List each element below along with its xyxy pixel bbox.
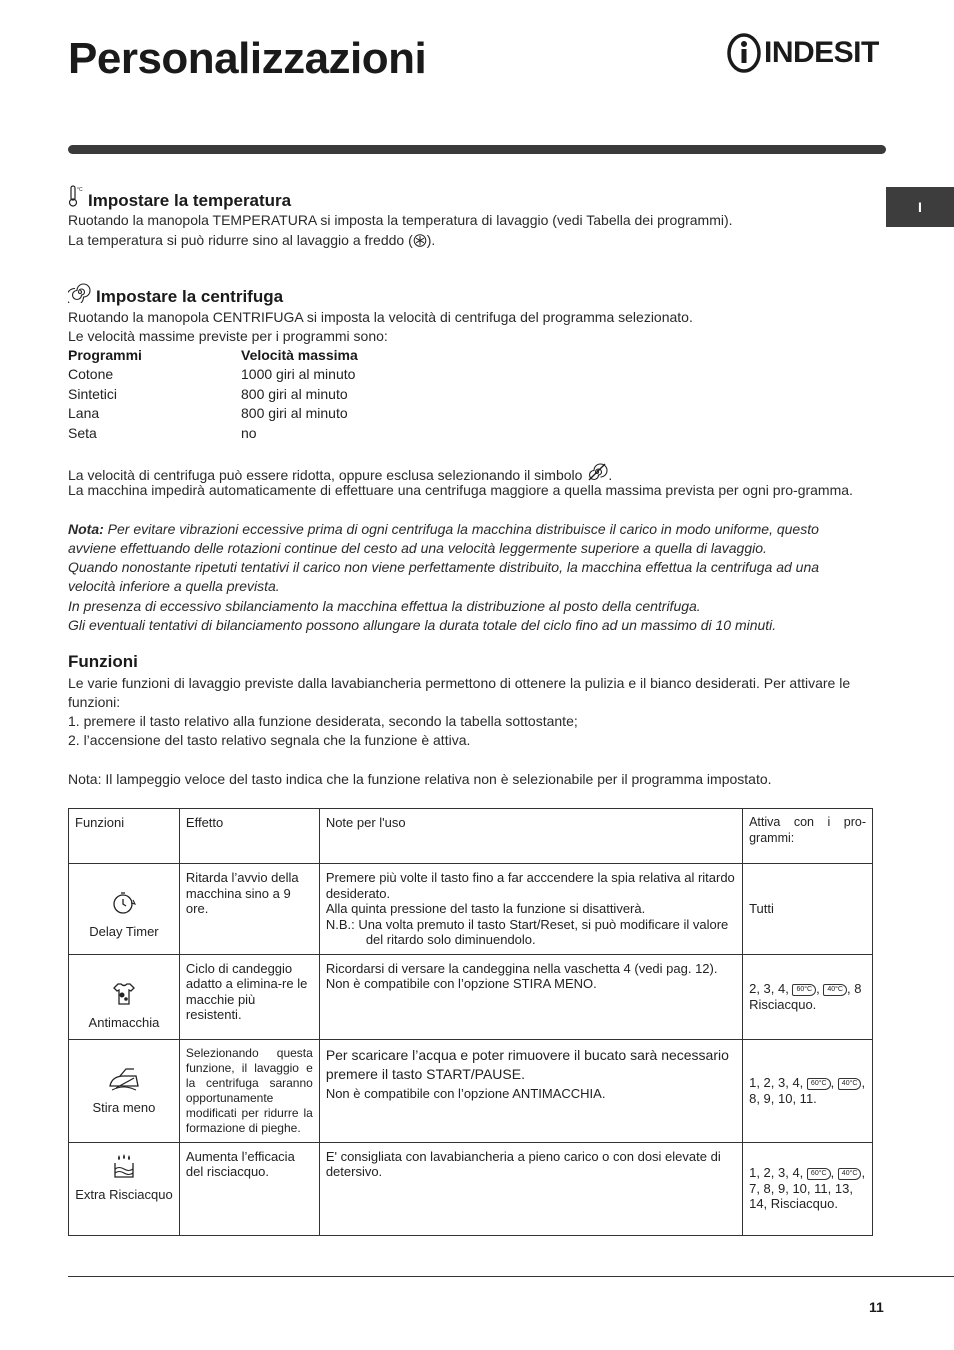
function-notes: E' consigliata con lavabiancheria a pieno carico o con dosi elevate di detersivo.	[319, 1142, 742, 1235]
svg-text:°C: °C	[77, 187, 83, 193]
table-row	[69, 864, 873, 955]
functions-table-header: Funzioni Effetto Note per l'uso Attiva con i pro-grammi:	[69, 809, 873, 864]
function-notes: Premere più volte il tasto fino a far acccendere la spia relativa al ritardo desiderato. Alla quinta pressione del tasto la funzione si disattiverà. N.B.: Una volta premuto il tasto Start/Reset, si può modificare il valore del ritardo solo diminuendolo.	[319, 864, 742, 955]
program-40-icon: 40°C	[823, 984, 847, 996]
speed-table-row: Seta no	[68, 424, 257, 441]
table-row	[69, 1142, 873, 1235]
page-number: 11	[869, 1299, 884, 1315]
easy-iron-icon	[106, 1064, 142, 1094]
brand-name: INDESIT	[764, 36, 879, 69]
speed-table-row: Lana 800 giri al minuto	[68, 405, 348, 422]
language-tab: I	[886, 187, 954, 227]
function-programs: Tutti	[743, 864, 873, 955]
program-40-icon: 40°C	[838, 1078, 862, 1090]
function-notes: Per scaricare l’acqua e poter rimuovere il bucato sarà necessario premere il tasto START/PAUSE. Non è compatibile con l’opzione ANTIMACCHIA.	[319, 1039, 742, 1142]
speed-table-row: Sintetici 800 giri al minuto	[68, 385, 348, 402]
functions-table	[68, 808, 873, 1236]
no-spin-icon	[586, 461, 608, 483]
spin-reduce-text: La velocità di centrifuga può essere ridotta, oppure esclusa selezionando il simbolo .	[68, 461, 612, 485]
cold-wash-icon	[413, 233, 427, 246]
function-programs: 2, 3, 4, 60°C , 40°C , 8 Risciacquo.	[743, 954, 873, 1039]
header-divider	[68, 145, 886, 154]
extra-rinse-icon	[109, 1153, 139, 1181]
function-notes: Ricordarsi di versare la candeggina nella vaschetta 4 (vedi pag. 12). Non è compatibile con l’opzione STIRA MENO.	[319, 954, 742, 1039]
thermometer-icon	[68, 185, 84, 212]
functions-intro: Le varie funzioni di lavaggio previste dalla lavabiancheria permettono di ottenere la pulizia e il bianco desiderati. Per attivare le funzioni:	[68, 675, 851, 711]
antistain-shirt-icon	[109, 979, 139, 1009]
functions-note: Nota: Il lampeggio veloce del tasto indica che la funzione relativa non è selezionabile per il programma impostato.	[68, 771, 772, 787]
functions-heading: Funzioni	[68, 652, 138, 671]
program-60-icon: 60°C	[807, 1078, 831, 1090]
page-title: Personalizzazioni	[68, 34, 427, 83]
function-name: Antimacchia	[88, 1014, 160, 1030]
delay-timer-icon	[109, 888, 139, 918]
table-row	[69, 1039, 873, 1142]
function-effect: Ritarda l’avvio della macchina sino a 9 ore.	[179, 864, 319, 955]
function-programs: 1, 2, 3, 4, 60°C , 40°C , 7, 8, 9, 10, 11, 13, 14, Risciacquo.	[743, 1142, 873, 1235]
brand-logo	[726, 32, 888, 74]
spin-heading: Impostare la centrifuga	[96, 287, 284, 306]
function-effect: Aumenta l’efficacia del risciacquo.	[179, 1142, 319, 1235]
program-60-icon: 60°C	[807, 1168, 831, 1180]
speed-table-row: Cotone 1000 giri al minuto	[68, 366, 356, 383]
spin-note-2: Quando nonostante ripetuti tentativi il carico non viene perfettamente distribuito, la macchina effettua la centrifuga ad una velocità inferiore a quella prevista.	[68, 559, 820, 595]
temperature-text-1: Ruotando la manopola TEMPERATURA si imposta la temperatura di lavaggio (vedi Tabella dei programmi).	[68, 212, 733, 228]
program-60-icon: 60°C	[792, 984, 816, 996]
temperature-text-2: La temperatura si può ridurre sino al lavaggio a freddo ( ).	[68, 232, 436, 248]
spin-note-4: Gli eventuali tentativi di bilanciamento possono allungare la durata totale del ciclo fino ad un massimo di 10 minuti.	[68, 617, 777, 633]
spin-note: Nota: Per evitare vibrazioni eccessive prima di ogni centrifuga la macchina distribuisce il carico in modo uniforme, questo avviene effettuando delle rotazioni continue del cesto ad una velocità leggermente superiore a quella di lavaggio.	[68, 521, 819, 557]
indesit-logo-icon	[726, 32, 762, 74]
spin-text-1: Ruotando la manopola CENTRIFUGA si imposta la velocità di centrifuga del programma selezionato.	[68, 309, 693, 325]
max-speed-table	[68, 346, 358, 443]
function-name: Extra Risciacquo	[75, 1186, 173, 1202]
function-effect: Ciclo di candeggio adatto a elimina-re le macchie più resistenti.	[179, 954, 319, 1039]
function-name: Delay Timer	[89, 924, 159, 939]
function-effect: Selezionando questa funzione, il lavaggio e la centrifuga saranno opportunamente modificati per ridurre la formazione di pieghe.	[179, 1039, 319, 1142]
spin-note-3: In presenza di eccessivo sbilanciamento la macchina effettua la distribuzione al posto della centrifuga.	[68, 598, 701, 614]
spin-limit-text: La macchina impedirà automaticamente di effettuare una centrifuga maggiore a quella massima prevista per ogni pro-gramma.	[68, 482, 853, 498]
program-40-icon: 40°C	[838, 1168, 862, 1180]
functions-step-1: 1. premere il tasto relativo alla funzione desiderata, secondo la tabella sottostante;	[68, 713, 578, 729]
functions-step-2: 2. l’accensione del tasto relativo segnala che la funzione è attiva.	[68, 732, 471, 748]
spin-icon	[68, 281, 92, 308]
speed-table-header: Programmi Velocità massima	[68, 347, 358, 363]
footer-divider	[68, 1276, 954, 1277]
temperature-heading: Impostare la temperatura	[88, 191, 292, 210]
table-row	[69, 954, 873, 1039]
function-programs: 1, 2, 3, 4, 60°C , 40°C , 8, 9, 10, 11.	[743, 1039, 873, 1142]
spin-text-2: Le velocità massime previste per i programmi sono:	[68, 328, 388, 344]
function-name: Stira meno	[92, 1099, 156, 1115]
